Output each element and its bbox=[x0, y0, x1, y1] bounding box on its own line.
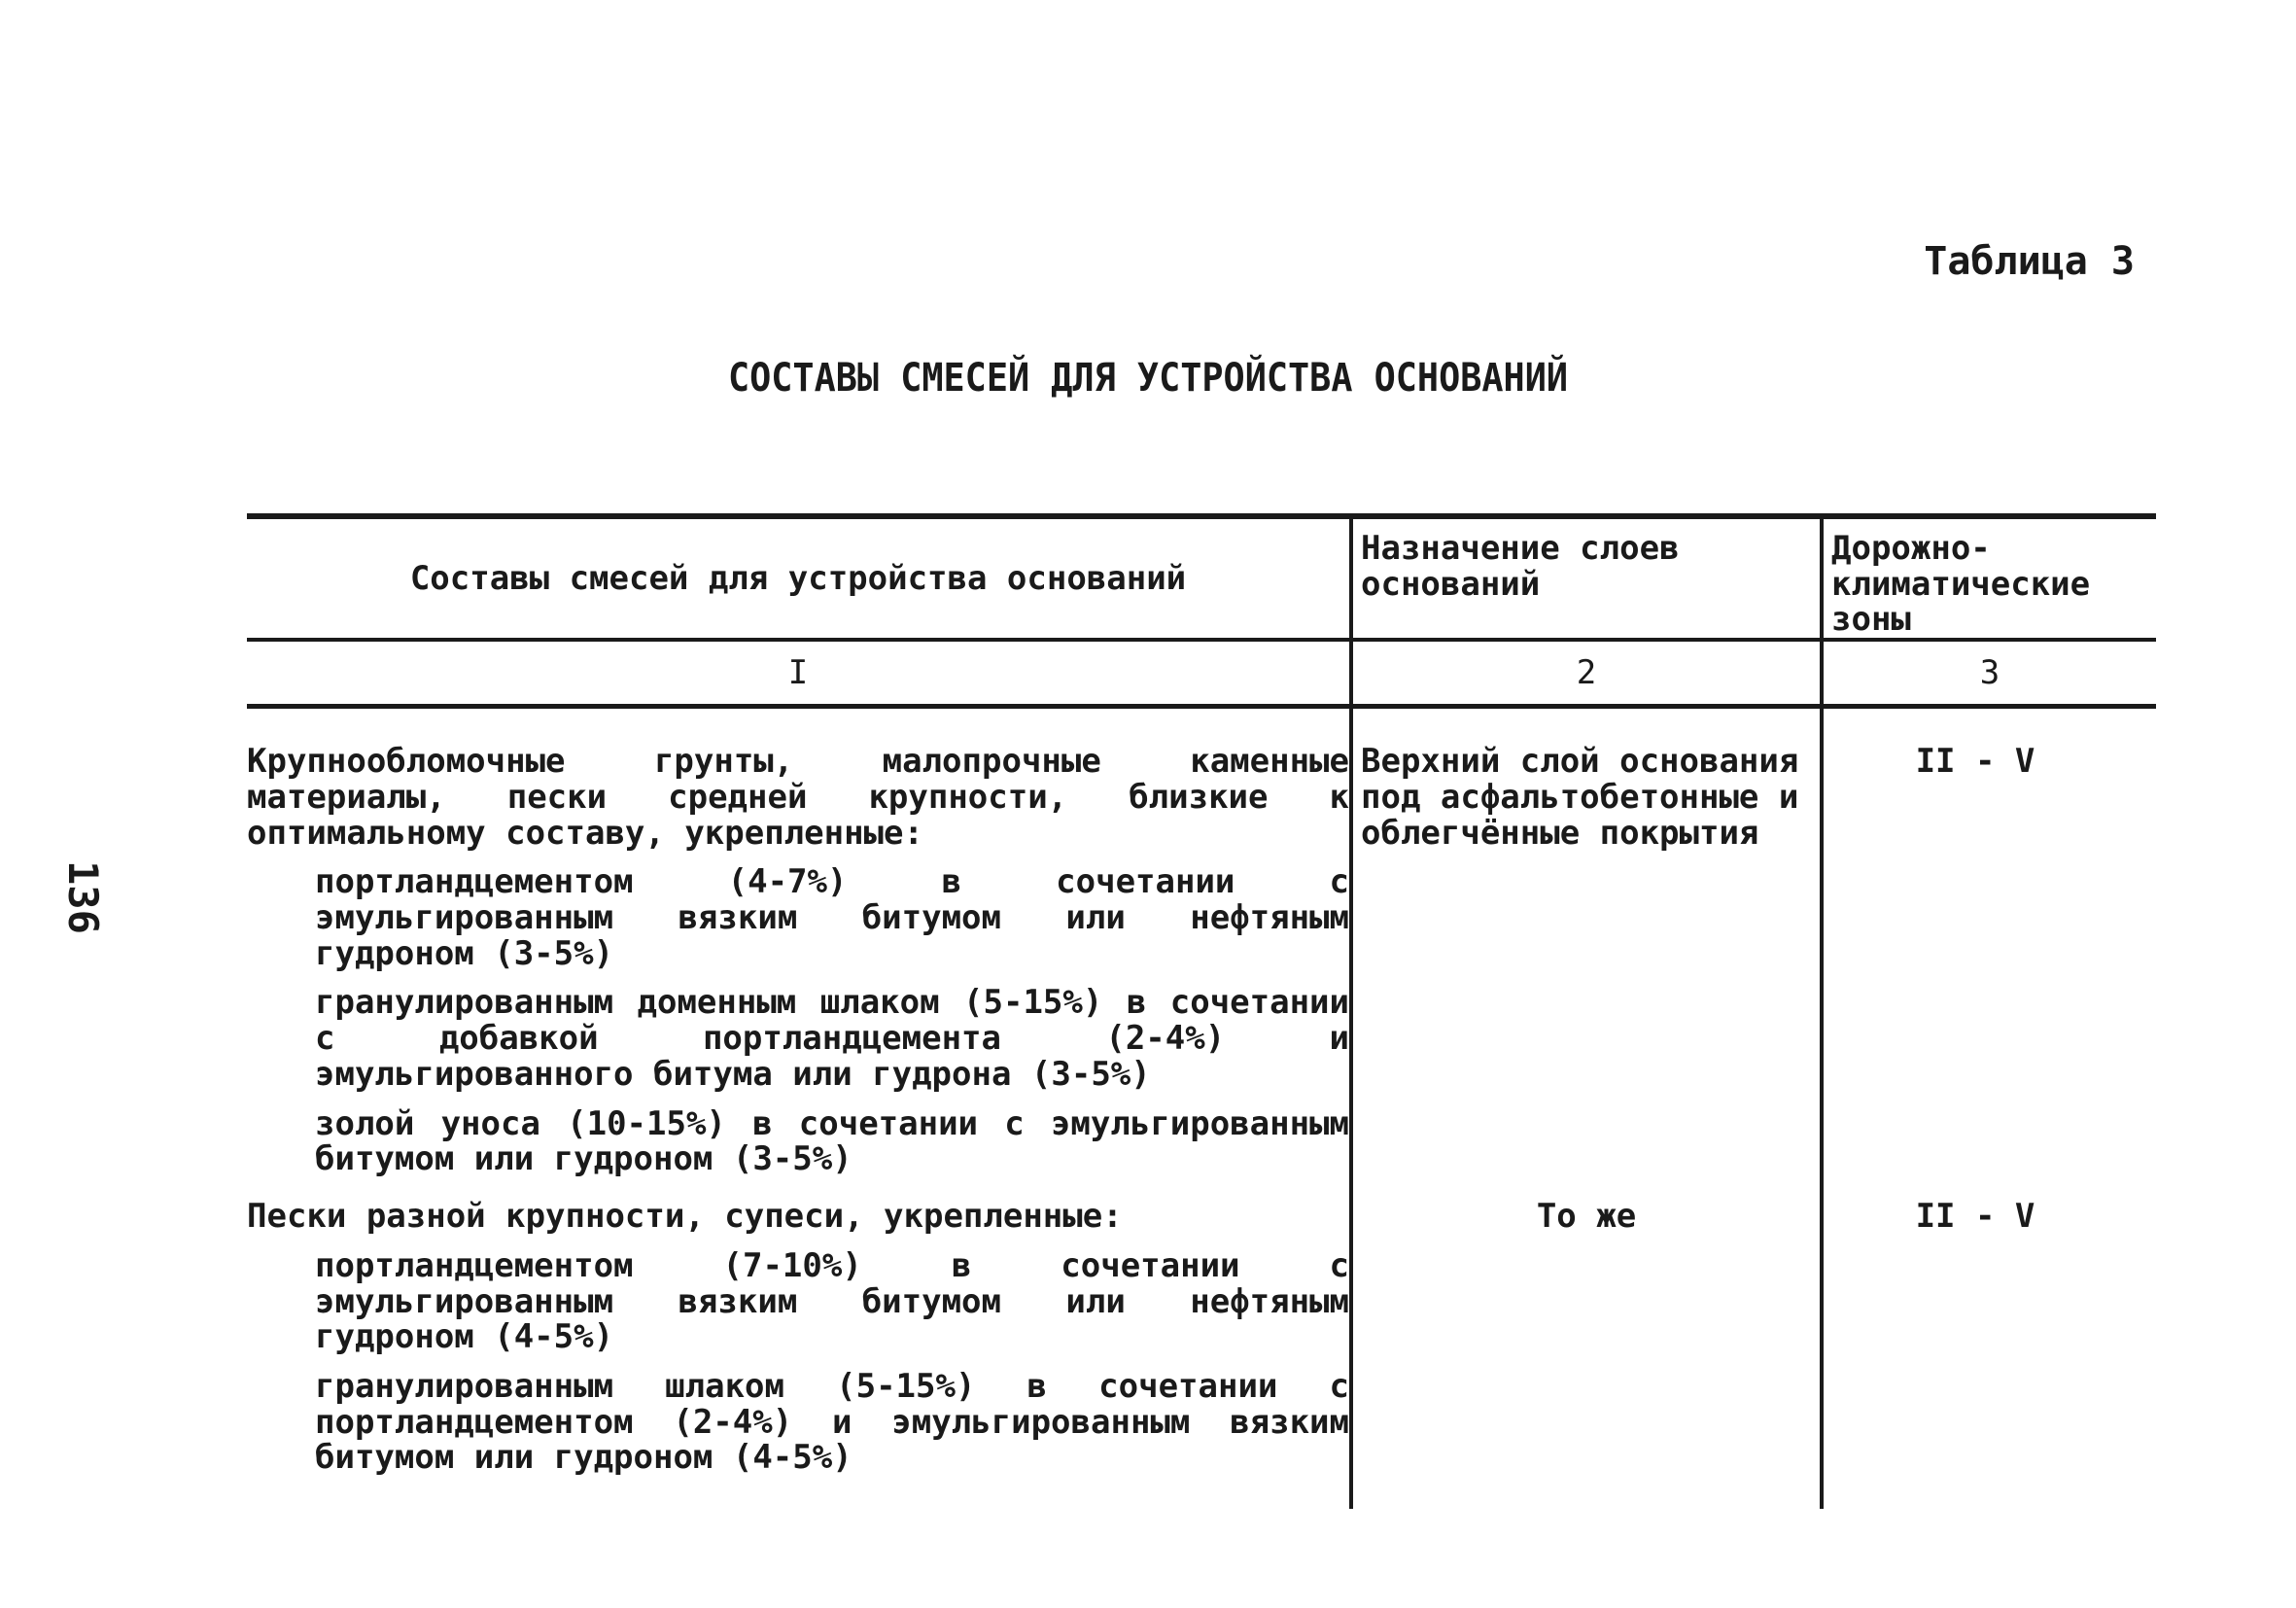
composition-cell bbox=[247, 1177, 1351, 1509]
zones-text: II - V bbox=[1915, 742, 2035, 782]
column-number-1: I bbox=[247, 640, 1351, 707]
table-row bbox=[247, 707, 2156, 1177]
table-label: Таблица 3 bbox=[1924, 239, 2135, 284]
composition-item: золой уноса (10-15%) в сочетании с эмульгированным битумом или гудроном (3-5%) bbox=[315, 1103, 1349, 1179]
page-number: 136 bbox=[59, 860, 107, 934]
composition-lead: Крупнообломочные грунты, малопрочные каменные материалы, пески средней крупности, близкие к оптимальному составу, укрепленные: bbox=[247, 742, 1349, 853]
zones-cell bbox=[1822, 707, 2156, 1177]
purpose-cell bbox=[1351, 707, 1822, 1177]
composition-item: гранулированным доменным шлаком (5-15%) в сочетании с добавкой портландцемента (2-4%) и эмульгированного битума или гудрона (3-5%) bbox=[315, 983, 1349, 1094]
header-zones: Дорожно-климатические зоны bbox=[1822, 516, 2156, 640]
table-row bbox=[247, 1177, 2156, 1509]
column-number-2: 2 bbox=[1351, 640, 1822, 707]
zones-text: II - V bbox=[1915, 1197, 2035, 1237]
header-compositions: Составы смесей для устройства оснований bbox=[247, 516, 1351, 640]
composition-item: портландцементом (7-10%) в сочетании с эмульгированным вязким битумом или нефтяным гудроном (4-5%) bbox=[315, 1245, 1349, 1357]
composition-cell bbox=[247, 707, 1351, 1177]
composition-item: гранулированным шлаком (5-15%) в сочетании с портландцементом (2-4%) и эмульгированным вязким битумом или гудроном (4-5%) bbox=[315, 1366, 1349, 1478]
composition-item: портландцементом (4-7%) в сочетании с эмульгированным вязким битумом или нефтяным гудроном (3-5%) bbox=[315, 862, 1349, 973]
zones-cell bbox=[1822, 1177, 2156, 1509]
purpose-text: То же bbox=[1536, 1197, 1637, 1237]
column-number-row bbox=[247, 640, 2156, 707]
composition-lead: Пески разной крупности, супеси, укрепленные: bbox=[247, 1197, 1123, 1237]
purpose-cell bbox=[1351, 1177, 1822, 1509]
table-header-row bbox=[247, 516, 2156, 640]
purpose-text: Верхний слой основания под асфальтобетонные и облегчённые покрытия bbox=[1361, 742, 1799, 853]
document-title: СОСТАВЫ СМЕСЕЙ ДЛЯ УСТРОЙСТВА ОСНОВАНИЙ bbox=[727, 356, 1569, 401]
header-purpose: Назначение слоев оснований bbox=[1351, 516, 1822, 640]
compositions-table bbox=[247, 513, 2156, 1509]
column-number-3: 3 bbox=[1822, 640, 2156, 707]
